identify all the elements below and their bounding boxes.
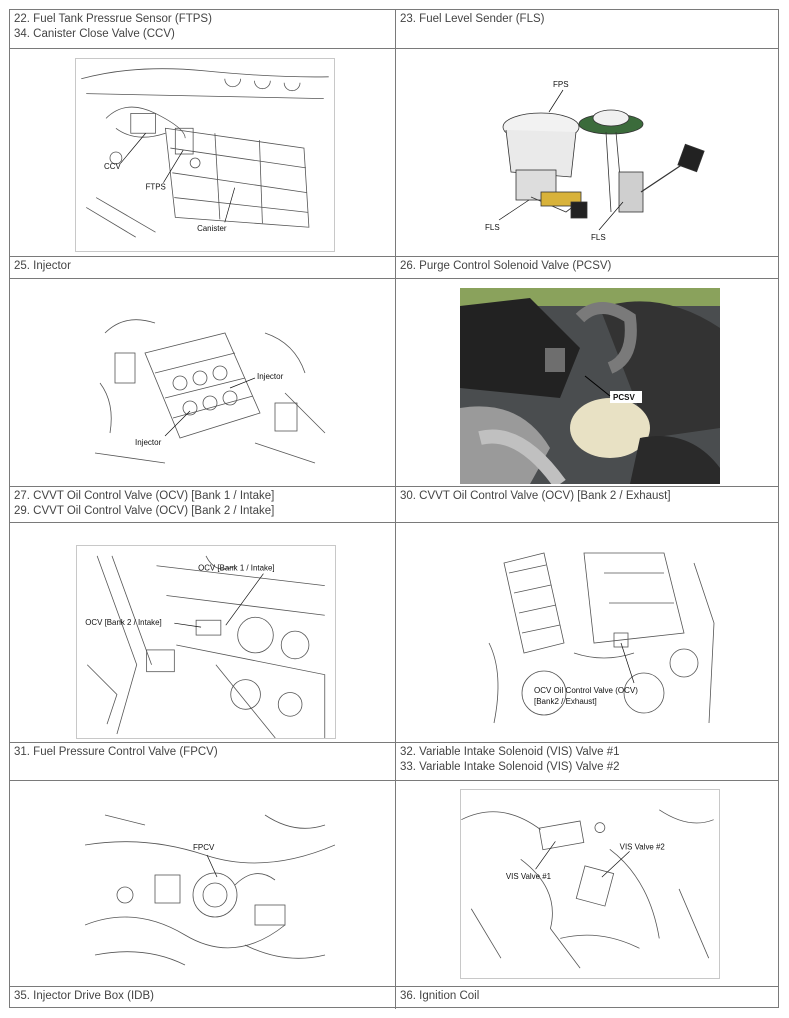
injector-drawing [85, 293, 335, 473]
label-pcsv: PCSV [613, 393, 635, 402]
figure-cell [396, 279, 778, 486]
caption-cell [10, 487, 396, 522]
caption-cell [10, 10, 396, 48]
caption-pcsv: 26. Purge Control Solenoid Valve (PCSV) [400, 260, 612, 272]
caption-ignition-coil: 36. Ignition Coil [400, 990, 480, 1002]
figure-row-1 [10, 48, 778, 256]
figure-row-3 [10, 522, 778, 742]
label-vis-2: VIS Valve #2 [619, 842, 665, 852]
fls-diagram [401, 52, 727, 254]
figure-row-2 [10, 278, 778, 486]
label-fps: FPS [553, 80, 569, 89]
ftps-ccv-drawing [76, 59, 334, 251]
fpcv-drawing [85, 795, 335, 977]
caption-injector: 25. Injector [14, 260, 71, 272]
label-ocv-bank2: OCV [Bank 2 / Intake] [85, 618, 162, 628]
caption-row-3 [10, 486, 778, 522]
label-ccv: CCV [104, 161, 121, 171]
ocv-intake-drawing [77, 546, 335, 738]
figure-cell [10, 781, 396, 986]
label-ftps: FTPS [145, 182, 166, 192]
caption-ocv-bank2-exhaust: 30. CVVT Oil Control Valve (OCV) [Bank 2 / Exhaust] [400, 490, 671, 502]
caption-cell [10, 743, 396, 780]
caption-cell [396, 257, 778, 278]
label-fls-2: FLS [591, 233, 606, 242]
label-injector-2: Injector [135, 438, 162, 447]
fls-drawing [401, 52, 727, 254]
caption-cell [396, 987, 778, 1009]
caption-vis-1: 32. Variable Intake Solenoid (VIS) Valve #1 [400, 746, 620, 758]
caption-ocv-bank1-intake: 27. CVVT Oil Control Valve (OCV) [Bank 1 / Intake] [14, 490, 275, 502]
caption-cell [10, 987, 396, 1009]
figure-cell [396, 49, 778, 256]
caption-vis-2: 33. Variable Intake Solenoid (VIS) Valve #2 [400, 761, 620, 773]
caption-ccv: 34. Canister Close Valve (CCV) [14, 28, 175, 40]
caption-row-5 [10, 986, 778, 1009]
label-injector-1: Injector [257, 372, 284, 381]
label-canister: Canister [197, 224, 227, 234]
ocv-exhaust-diagram [484, 543, 718, 739]
ocv-intake-diagram [76, 545, 336, 739]
ftps-ccv-diagram [75, 58, 335, 252]
caption-cell [396, 10, 778, 48]
caption-row-4 [10, 742, 778, 780]
caption-fpcv: 31. Fuel Pressure Control Valve (FPCV) [14, 746, 218, 758]
caption-cell [10, 257, 396, 278]
vis-diagram [460, 789, 720, 979]
caption-ocv-bank2-intake: 29. CVVT Oil Control Valve (OCV) [Bank 2 / Intake] [14, 505, 275, 517]
caption-ftps: 22. Fuel Tank Pressrue Sensor (FTPS) [14, 13, 212, 25]
caption-cell [396, 743, 778, 780]
vis-drawing [461, 790, 719, 978]
fpcv-diagram [85, 795, 335, 977]
pcsv-photo [460, 288, 720, 484]
caption-row-1 [10, 10, 778, 48]
figure-cell [10, 279, 396, 486]
label-vis-1: VIS Valve #1 [505, 872, 552, 882]
caption-cell [396, 487, 778, 522]
caption-idb: 35. Injector Drive Box (IDB) [14, 990, 154, 1002]
label-fpcv: FPCV [193, 843, 215, 852]
injector-diagram [85, 293, 335, 473]
figure-cell [396, 781, 778, 986]
figure-cell [10, 523, 396, 742]
pcsv-drawing [460, 288, 720, 484]
ocv-exhaust-drawing [484, 543, 718, 739]
figure-cell [396, 523, 778, 742]
caption-fls: 23. Fuel Level Sender (FLS) [400, 13, 545, 25]
label-ocv-bank1: OCV [Bank 1 / Intake] [198, 563, 275, 573]
caption-row-2 [10, 256, 778, 278]
figure-cell [10, 49, 396, 256]
figure-row-4 [10, 780, 778, 986]
label-ocv-exhaust-1: OCV Oil Control Valve (OCV) [534, 686, 638, 695]
component-table [9, 9, 779, 1008]
label-ocv-exhaust-2: [Bank2 / Exhaust] [534, 697, 597, 706]
label-fls-1: FLS [485, 223, 500, 232]
